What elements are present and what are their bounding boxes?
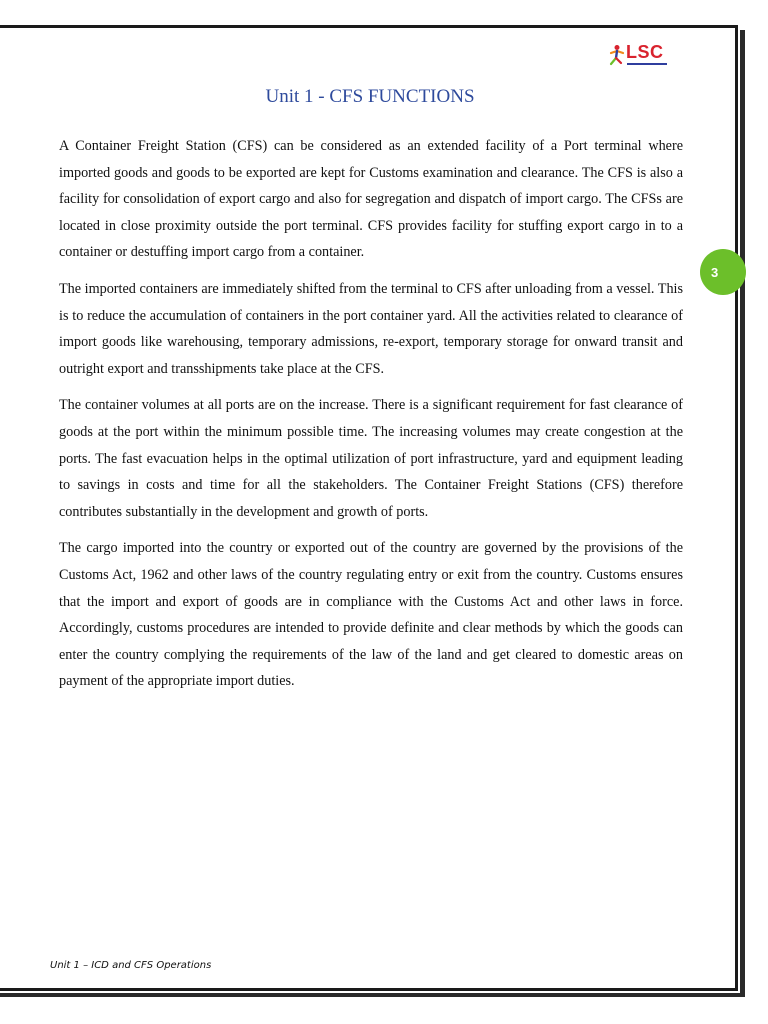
body-text — [59, 133, 683, 705]
page-number: 3 — [711, 264, 719, 280]
paragraph: The cargo imported into the country or exported out of the country are governed by the provisions of the Customs Act, 1962 and other laws of the country regulating entry or exit from the country. Customs ensures that the import and export of goods are in compliance with the Customs Act and other laws in force. Accordingly, customs procedures are intended to provide definite and clear methods by which the goods can enter the country complying the requirements of the law of the land and get cleared to domestic areas on payment of the appropriate import duties. — [59, 540, 683, 690]
logo-text: LSC — [626, 42, 664, 62]
paragraph: A Container Freight Station (CFS) can be considered as an extended facility of a Port terminal where imported goods and goods to be exported are kept for Customs examination and clearance. The CFS is also a facility for consolidation of export cargo and also for segregation and dispatch of import cargo. The CFSs are located in close proximity outside the port terminal. CFS provides facility for stuffing export cargo in to a container or destuffing import cargo from a container. — [59, 138, 683, 261]
page-number-badge — [700, 249, 746, 295]
lsc-figure-icon — [608, 44, 626, 68]
page-frame-shadow-bottom — [0, 993, 745, 997]
logo-underline — [627, 63, 667, 65]
page-footer: Unit 1 – ICD and CFS Operations — [50, 960, 212, 971]
lsc-logo — [608, 42, 664, 68]
paragraph: The imported containers are immediately shifted from the terminal to CFS after unloading from a vessel. This is to reduce the accumulation of containers in the port container yard. All the activities related to clearance of import goods like warehousing, temporary admissions, re-export, temporary storage for onward transit and outright export and transshipments take place at the CFS. — [59, 280, 683, 377]
page-frame-shadow-right — [740, 30, 745, 996]
page-title: Unit 1 - CFS FUNCTIONS — [265, 86, 475, 107]
paragraph: The container volumes at all ports are on the increase. There is a significant requirement for fast clearance of goods at the port within the minimum possible time. The increasing volumes may create congestion at the ports. The fast evacuation helps in the optimal utilization of port infrastructure, yard and equipment leading to savings in costs and time for all the stakeholders. The Container Freight Stations (CFS) therefore contributes substantially in the development and growth of ports. — [59, 397, 683, 520]
